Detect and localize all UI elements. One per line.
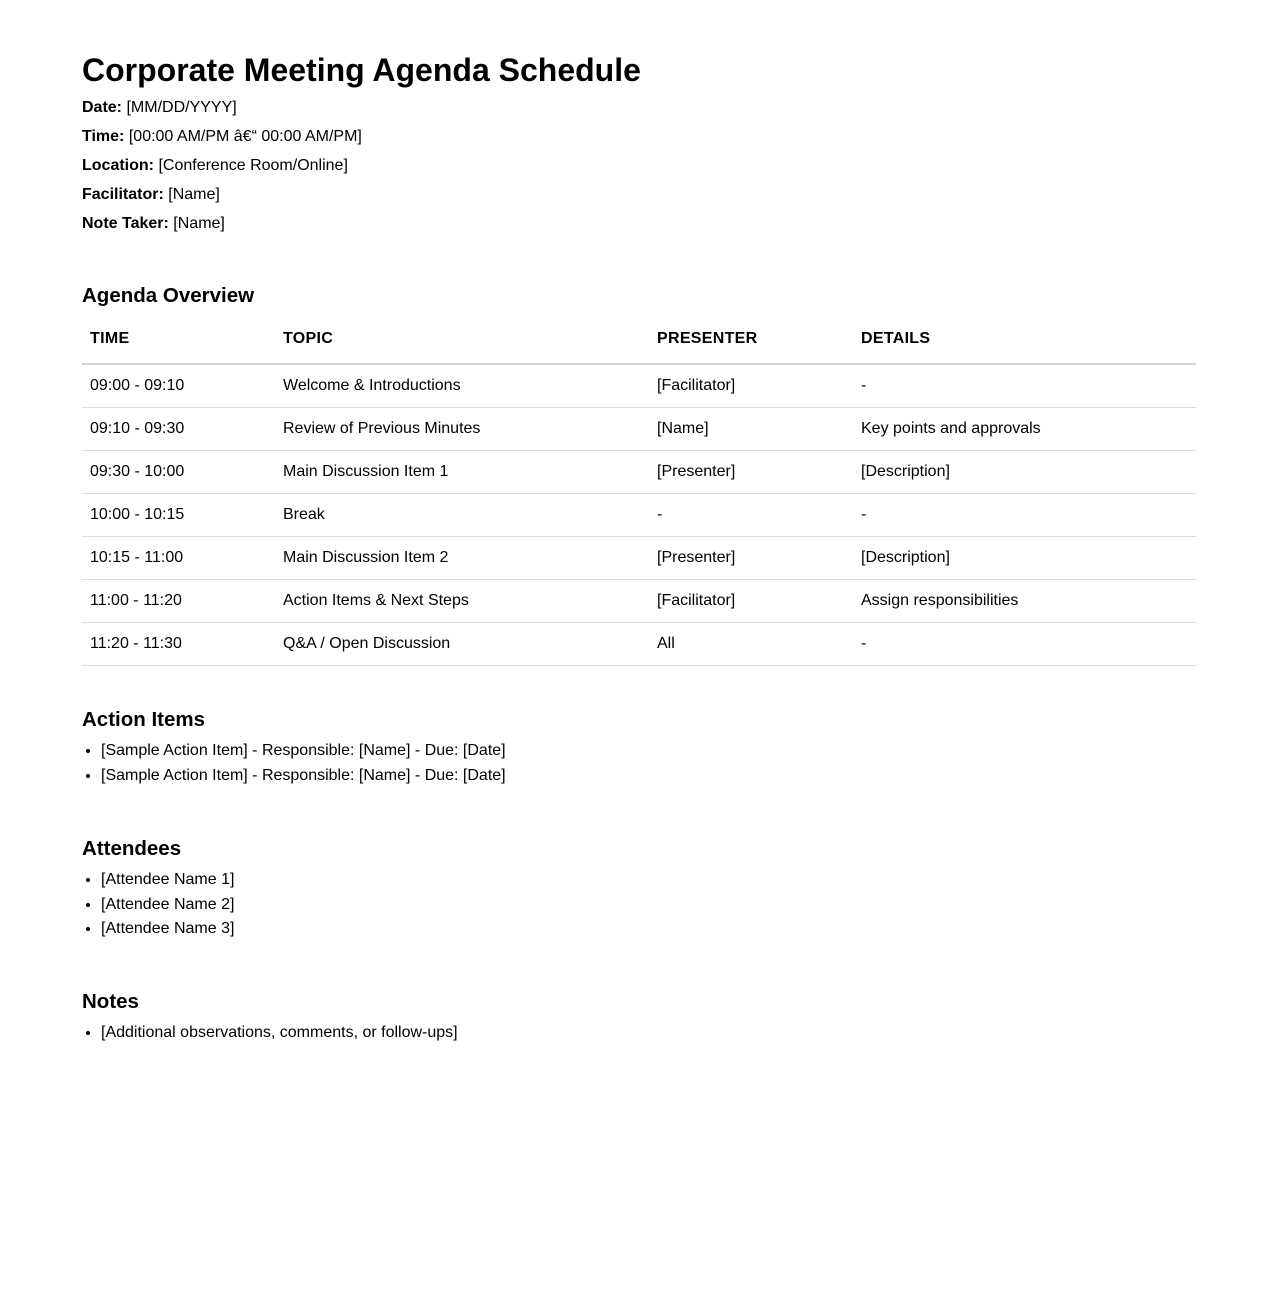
action-items-section bbox=[82, 708, 1196, 788]
action-items-heading: Action Items bbox=[82, 708, 206, 731]
cell-time: 09:00 - 09:10 bbox=[82, 364, 275, 408]
meta-time-value: [00:00 AM/PM â€“ 00:00 AM/PM] bbox=[128, 128, 362, 145]
cell-details: [Description] bbox=[853, 537, 1196, 580]
list-item: • [Sample Action Item] - Responsible: [Name] - Due: [Date] bbox=[101, 739, 1196, 764]
meta-time-label: Time: bbox=[82, 128, 125, 145]
attendees-list bbox=[82, 868, 1196, 942]
list-item: • [Attendee Name 2] bbox=[101, 893, 1196, 918]
table-row bbox=[82, 580, 1196, 623]
table-row bbox=[82, 623, 1196, 666]
meta-facilitator bbox=[82, 185, 1196, 214]
cell-presenter: - bbox=[649, 494, 853, 537]
cell-presenter: [Presenter] bbox=[649, 537, 853, 580]
meta-date-value: [MM/DD/YYYY] bbox=[126, 99, 237, 116]
cell-presenter: [Name] bbox=[649, 408, 853, 451]
meta-location-value: [Conference Room/Online] bbox=[158, 157, 348, 174]
notes-list bbox=[82, 1021, 1196, 1046]
action-items-list bbox=[82, 739, 1196, 788]
list-item: • [Attendee Name 1] bbox=[101, 868, 1196, 893]
agenda-overview-section bbox=[82, 284, 1196, 666]
table-row bbox=[82, 408, 1196, 451]
cell-topic: Main Discussion Item 1 bbox=[275, 451, 649, 494]
cell-time: 09:30 - 10:00 bbox=[82, 451, 275, 494]
column-header-details: DETAILS bbox=[853, 320, 1196, 364]
meta-note-taker bbox=[82, 214, 1196, 243]
meta-note-taker-value: [Name] bbox=[173, 215, 225, 232]
agenda-table bbox=[82, 320, 1196, 666]
list-item: • [Attendee Name 3] bbox=[101, 917, 1196, 942]
column-header-time: TIME bbox=[82, 320, 275, 364]
attendees-heading: Attendees bbox=[82, 837, 182, 860]
table-row bbox=[82, 451, 1196, 494]
cell-time: 10:00 - 10:15 bbox=[82, 494, 275, 537]
cell-presenter: All bbox=[649, 623, 853, 666]
cell-topic: Welcome & Introductions bbox=[275, 364, 649, 408]
cell-presenter: [Presenter] bbox=[649, 451, 853, 494]
cell-details: [Description] bbox=[853, 451, 1196, 494]
cell-details: - bbox=[853, 623, 1196, 666]
table-row bbox=[82, 494, 1196, 537]
meta-time bbox=[82, 127, 1196, 156]
cell-details: - bbox=[853, 364, 1196, 408]
agenda-document bbox=[82, 0, 1196, 1045]
meta-note-taker-label: Note Taker: bbox=[82, 215, 169, 232]
attendees-section bbox=[82, 837, 1196, 942]
cell-time: 09:10 - 09:30 bbox=[82, 408, 275, 451]
agenda-table-header bbox=[82, 320, 1196, 364]
cell-details: Key points and approvals bbox=[853, 408, 1196, 451]
column-header-topic: TOPIC bbox=[275, 320, 649, 364]
table-row bbox=[82, 364, 1196, 408]
agenda-overview-heading: Agenda Overview bbox=[82, 284, 255, 307]
meta-date-label: Date: bbox=[82, 99, 123, 116]
cell-details: - bbox=[853, 494, 1196, 537]
cell-topic: Break bbox=[275, 494, 649, 537]
meeting-meta bbox=[82, 98, 1196, 243]
cell-time: 11:00 - 11:20 bbox=[82, 580, 275, 623]
notes-section bbox=[82, 990, 1196, 1046]
meta-facilitator-value: [Name] bbox=[168, 186, 220, 203]
column-header-presenter: PRESENTER bbox=[649, 320, 853, 364]
cell-topic: Main Discussion Item 2 bbox=[275, 537, 649, 580]
list-item: • [Additional observations, comments, or follow-ups] bbox=[101, 1021, 1196, 1046]
cell-presenter: [Facilitator] bbox=[649, 580, 853, 623]
table-row bbox=[82, 537, 1196, 580]
notes-heading: Notes bbox=[82, 989, 139, 1013]
cell-time: 11:20 - 11:30 bbox=[82, 623, 275, 666]
meta-location bbox=[82, 156, 1196, 185]
cell-time: 10:15 - 11:00 bbox=[82, 537, 275, 580]
cell-topic: Review of Previous Minutes bbox=[275, 408, 649, 451]
meta-location-label: Location: bbox=[82, 157, 154, 174]
cell-topic: Q&A / Open Discussion bbox=[275, 623, 649, 666]
cell-details: Assign responsibilities bbox=[853, 580, 1196, 623]
list-item: • [Sample Action Item] - Responsible: [Name] - Due: [Date] bbox=[101, 764, 1196, 789]
page-title: Corporate Meeting Agenda Schedule bbox=[82, 52, 641, 88]
meta-facilitator-label: Facilitator: bbox=[82, 186, 164, 203]
meta-date bbox=[82, 98, 1196, 127]
cell-topic: Action Items & Next Steps bbox=[275, 580, 649, 623]
cell-presenter: [Facilitator] bbox=[649, 364, 853, 408]
